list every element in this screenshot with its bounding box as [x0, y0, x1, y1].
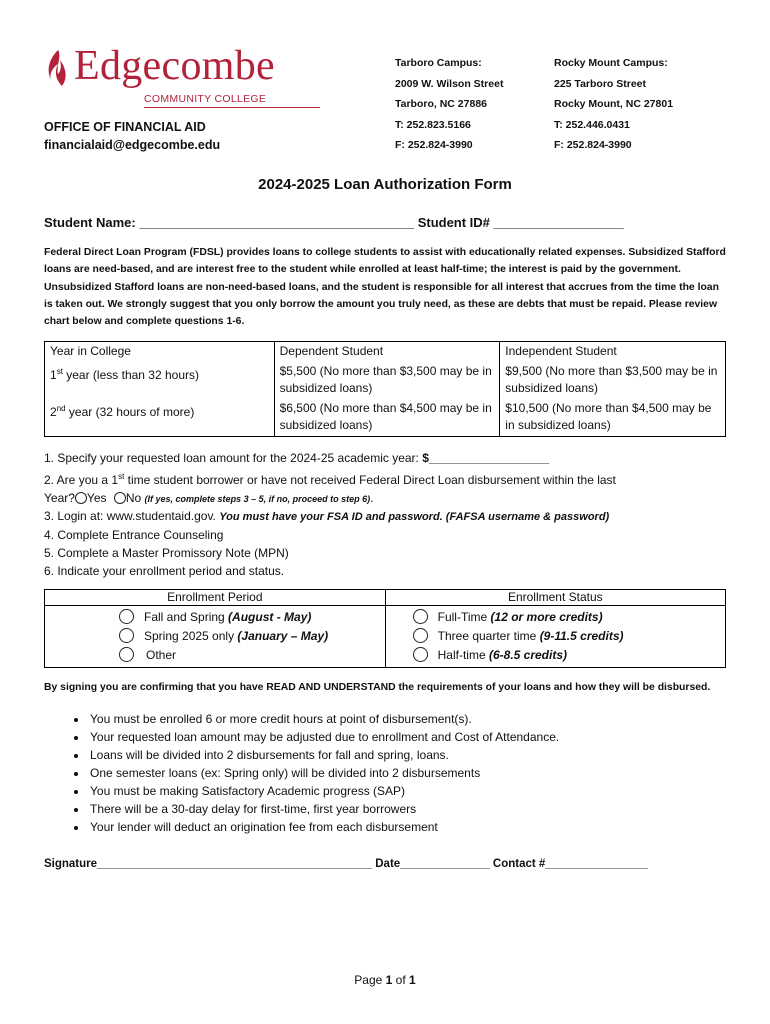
rocky-mount-phone: T: 252.446.0431	[554, 118, 630, 131]
tarboro-street: 2009 W. Wilson Street	[395, 77, 504, 90]
confirmation-text: By signing you are confirming that you have READ AND UNDERSTAND the requirements of your loans and how they will be disbursed.	[44, 682, 711, 693]
header-dependent: Dependent Student	[274, 342, 500, 362]
form-title: 2024-2025 Loan Authorization Form	[258, 176, 512, 193]
questions-list	[44, 450, 616, 581]
college-logo	[44, 44, 284, 112]
period-option-spring-only[interactable]: Spring 2025 only (January – May)	[45, 627, 385, 646]
rocky-mount-fax: F: 252.824-3990	[554, 139, 632, 151]
question-3-note: You must have your FSA ID and password. (FAFSA username & password)	[219, 511, 610, 524]
signature-line[interactable]: Signature___________________________________________ Date______________ Contact #________________	[44, 858, 648, 870]
table-row	[45, 362, 726, 399]
question-6: 6. Indicate your enrollment period and status.	[44, 563, 285, 578]
no-radio[interactable]	[114, 492, 126, 504]
question-1: 1. Specify your requested loan amount for the 2024-25 academic year: $__________________	[44, 451, 550, 465]
dependent-cell: $6,500 (No more than $4,500 may be in subsidized loans)	[274, 399, 500, 437]
radio-button[interactable]	[119, 647, 134, 662]
enrollment-header-row	[45, 590, 726, 606]
enrollment-table	[44, 589, 726, 668]
independent-cell: $9,500 (No more than $3,500 may be in subsidized loans)	[500, 362, 726, 399]
office-info	[44, 118, 220, 154]
page-footer: Page 1 of 1	[354, 973, 416, 987]
logo-subtitle: COMMUNITY COLLEGE	[144, 93, 267, 105]
enrollment-options-row	[45, 606, 726, 668]
office-name: OFFICE OF FINANCIAL AID	[44, 120, 206, 134]
dependent-cell: $5,500 (No more than $3,500 may be in subsidized loans)	[274, 362, 500, 399]
question-5: 5. Complete a Master Promissory Note (MPN)	[44, 545, 289, 560]
list-item: • You must be enrolled 6 or more credit hours at point of disbursement(s).	[88, 710, 559, 728]
radio-button[interactable]	[413, 647, 428, 662]
period-option-fall-spring[interactable]: Fall and Spring (August - May)	[45, 608, 385, 627]
tarboro-campus	[395, 53, 503, 156]
no-label: No	[125, 490, 142, 505]
question-2-options: Year? Yes No (If yes, complete steps 3 – 5, if no, proceed to step 6).	[44, 490, 374, 505]
table-header-row	[45, 342, 726, 362]
tarboro-fax: F: 252.824-3990	[395, 139, 473, 151]
independent-cell: $10,500 (No more than $4,500 may be in subsidized loans)	[500, 399, 726, 437]
list-item: • There will be a 30-day delay for first-time, first year borrowers	[88, 800, 559, 818]
rocky-mount-city: Rocky Mount, NC 27801	[554, 98, 674, 110]
list-item: • Loans will be divided into 2 disbursements for fall and spring, loans.	[88, 746, 559, 764]
requirements-list	[60, 710, 559, 836]
list-item: • One semester loans (ex: Spring only) will be divided into 2 disbursements	[88, 764, 559, 782]
status-option-three-quarter[interactable]: Three quarter time (9-11.5 credits)	[386, 627, 725, 646]
yes-label: Yes	[86, 490, 107, 505]
logo-rule	[144, 107, 320, 108]
list-item: • Your requested loan amount may be adjusted due to enrollment and Cost of Attendance.	[88, 728, 559, 746]
student-name-id-field[interactable]: Student Name: ______________________________________ Student ID# __________________	[44, 215, 624, 230]
intro-paragraph: Federal Direct Loan Program (FDSL) provides loans to college students to assist with educationally related expenses. Subsidized Stafford loans are need-based, and are interest free to the student while enrolled at least half-time; the interest is paid by the government. Unsubsidized Stafford loans are non-need-based loans, and the student is responsible for all interest that accrues from the time the loan is taken out. We strongly suggest that you only borrow the amount you truly need, as these are debts that must be repaid. Please review chart below and complete questions 1-6.	[44, 247, 726, 328]
rocky-mount-street: 225 Tarboro Street	[554, 77, 647, 90]
radio-button[interactable]	[119, 609, 134, 624]
question-3: 3. Login at: www.studentaid.gov. You must have your FSA ID and password. (FAFSA username & password)	[44, 509, 610, 524]
tarboro-title: Tarboro Campus:	[395, 57, 482, 69]
header-independent: Independent Student	[500, 342, 726, 362]
question-2: 2. Are you a 1st time student borrower or have not received Federal Direct Loan disbursement within the last	[44, 471, 616, 487]
page-number: 1	[385, 973, 393, 987]
year-cell: 2nd year (32 hours of more)	[45, 399, 275, 437]
radio-button[interactable]	[413, 609, 428, 624]
tarboro-phone: T: 252.823.5166	[395, 118, 471, 131]
flame-icon	[44, 48, 70, 94]
table-row	[45, 399, 726, 437]
office-email: financialaid@edgecombe.edu	[44, 138, 221, 152]
tarboro-city: Tarboro, NC 27886	[395, 98, 488, 110]
status-option-half-time[interactable]: Half-time (6-8.5 credits)	[386, 646, 725, 665]
loan-amount-field[interactable]: $__________________	[422, 451, 550, 465]
enrollment-status-header: Enrollment Status	[385, 590, 725, 606]
radio-button[interactable]	[119, 628, 134, 643]
loan-limits-table	[44, 341, 726, 437]
status-option-full-time[interactable]: Full-Time (12 or more credits)	[386, 608, 725, 627]
list-item: • Your lender will deduct an origination fee from each disbursement	[88, 818, 559, 836]
question-4: 4. Complete Entrance Counseling	[44, 528, 224, 543]
period-option-other[interactable]: Other	[45, 646, 385, 665]
list-item: • You must be making Satisfactory Academic progress (SAP)	[88, 782, 559, 800]
page-total: 1	[409, 973, 416, 987]
radio-button[interactable]	[413, 628, 428, 643]
year-cell: 1st year (less than 32 hours)	[45, 362, 275, 399]
rocky-mount-campus	[554, 53, 673, 156]
rocky-mount-title: Rocky Mount Campus:	[554, 57, 668, 69]
enrollment-period-header: Enrollment Period	[45, 590, 386, 606]
header-year: Year in College	[45, 342, 275, 362]
yes-radio[interactable]	[75, 492, 87, 504]
logo-wordmark: Edgecombe	[74, 43, 275, 89]
question-2-note: (If yes, complete steps 3 – 5, if no, proceed to step 6)	[144, 493, 371, 504]
